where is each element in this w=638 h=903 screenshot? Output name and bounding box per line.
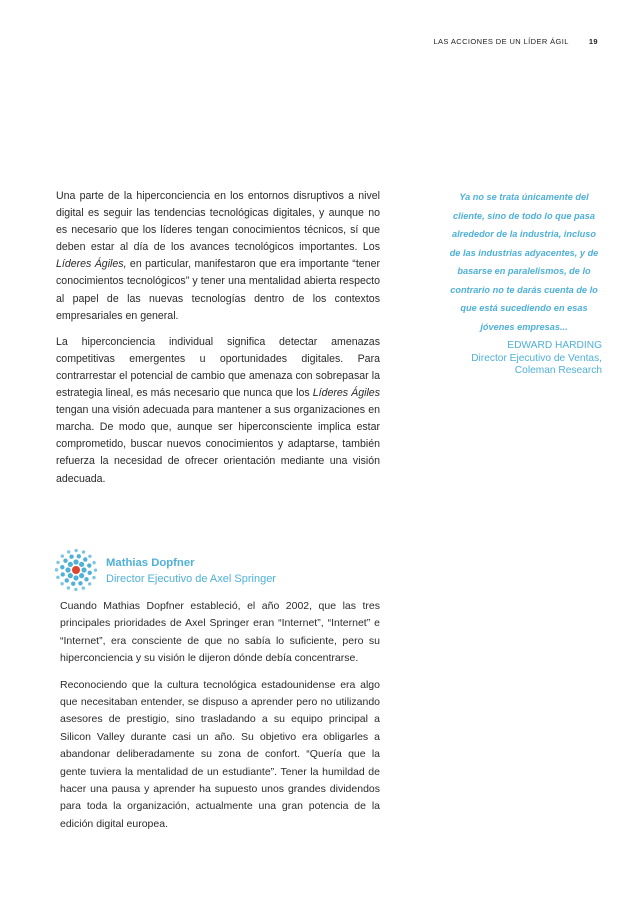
p2-text-a: La hiperconciencia individual significa detectar amenazas competitivas emergentes u oportunidades digitales. Para contrarrestar el potencial de cambio que amenaza con sobrepasar la estrategia lineal, es más necesario que nunca que los: [56, 335, 380, 400]
logo-dot: [61, 572, 65, 576]
logo-dot: [71, 582, 75, 586]
logo-dot: [67, 550, 70, 553]
p2-emphasis: Líderes Ágiles: [312, 387, 380, 400]
page-number: 19: [588, 37, 598, 46]
logo-dot: [73, 559, 78, 564]
logo-dot: [56, 561, 59, 564]
logo-dot: [74, 588, 77, 591]
running-header: [433, 37, 598, 46]
logo-dot: [55, 568, 58, 571]
p1-emphasis: Líderes Ágiles,: [56, 258, 127, 271]
logo-dot: [68, 573, 73, 578]
logo-dot: [67, 586, 70, 589]
main-body-text: [56, 188, 380, 497]
logo-dot: [79, 562, 84, 567]
profile-text: [60, 598, 380, 842]
logo-dot: [74, 549, 77, 552]
logo-dot: [79, 573, 84, 578]
logo-dot: [82, 586, 85, 589]
p1-text-b: en particular, manifestaron que era importante “tener conocimientos tecnológicos” y tener una mentalidad abierta respecto al papel de las nuevas tecnologías dentro de los contextos empresariales en general.: [56, 258, 380, 322]
logo-dot: [56, 576, 59, 579]
p2-text-b: tengan una visión adecuada para mantener a sus organizaciones en marcha. De modo que, aunque ser hiperconsciente implica estar comprometido, buscar nuevos conocimientos y adaptarse, también refuerza la necesidad de ofrecer orientación mediante una visión adecuada.: [56, 404, 380, 485]
p1-text-a: Una parte de la hiperconciencia en los entornos disruptivos a nivel digital es seguir las tendencias tecnológicas digitales, y aunque no es necesario que los líderes tengan conocimientos técnicos, sí que deben estar al día de los avances tecnológicos importantes. Los: [56, 190, 380, 254]
quote-text: Ya no se trata únicamente del cliente, sino de todo lo que pasa alrededor de la industria, incluso de las industrias adyacentes, y de basarse en paralelismos, de lo contrario no te darás cuenta de lo que está sucediendo en esas jóvenes empresas...: [449, 192, 599, 332]
logo-dot: [78, 581, 82, 585]
logo-dot: [82, 550, 85, 553]
logo-dot: [63, 559, 67, 563]
running-title: LAS ACCIONES DE UN LÍDER ÁGIL: [433, 37, 569, 46]
quote-author-role: Director Ejecutivo de Ventas, Coleman Research: [471, 352, 602, 376]
logo-dot: [69, 555, 73, 559]
profile-name: Mathias Dopfner: [106, 557, 195, 569]
logo-dot: [81, 567, 86, 572]
logo-dot: [73, 575, 78, 580]
logo-dot: [88, 582, 91, 585]
logo-dot: [92, 561, 95, 564]
logo-dot: [77, 554, 81, 558]
logo-dot: [87, 563, 91, 567]
quote-author: EDWARD HARDING: [507, 340, 602, 351]
body-paragraph-1: [56, 188, 380, 325]
logo-dot: [61, 554, 64, 557]
logo-dot: [60, 565, 64, 569]
pull-quote: [446, 188, 602, 378]
logo-dot: [68, 562, 73, 567]
logo-dot: [84, 577, 88, 581]
profile-role: Director Ejecutivo de Axel Springer: [106, 573, 276, 585]
profile-paragraph-1: Cuando Mathias Dopfner estableció, el año 2002, que las tres principales prioridades de Axel Springer eran “Internet”, “Internet” e “Internet”, era consciente de que no sabía lo suficiente, pero su hiperconciencia y su visión le dijeron dónde debía concentrarse.: [60, 600, 380, 665]
profile-paragraph-2: Reconociendo que la cultura tecnológica estadounidense era algo que necesitaban entender, se dispuso a aprender pero no utilizando asesores de prestigio, sino trasladando a su equipo principal a Silicon Valley durante casi un año. Su objetivo era obligarles a abandonar deliberadamente su zona de confort. “Quería que la gente tuviera la mentalidad de un estudiante”. Tener la humildad de hacer una pausa y aprender ha supuesto unos grandes dividendos para toda la organización, actualmente una gran potencia de la edición digital europea.: [60, 678, 380, 830]
dot-burst-logo-icon: [55, 549, 97, 591]
logo-center-dot: [72, 566, 80, 574]
logo-dot: [83, 557, 87, 561]
body-paragraph-2: [56, 334, 380, 488]
logo-dot: [65, 578, 69, 582]
logo-dot: [60, 582, 63, 585]
logo-dot: [88, 571, 92, 575]
logo-dot: [94, 568, 97, 571]
logo-dot: [92, 576, 95, 579]
logo-dot: [65, 567, 70, 572]
logo-dot: [88, 555, 91, 558]
